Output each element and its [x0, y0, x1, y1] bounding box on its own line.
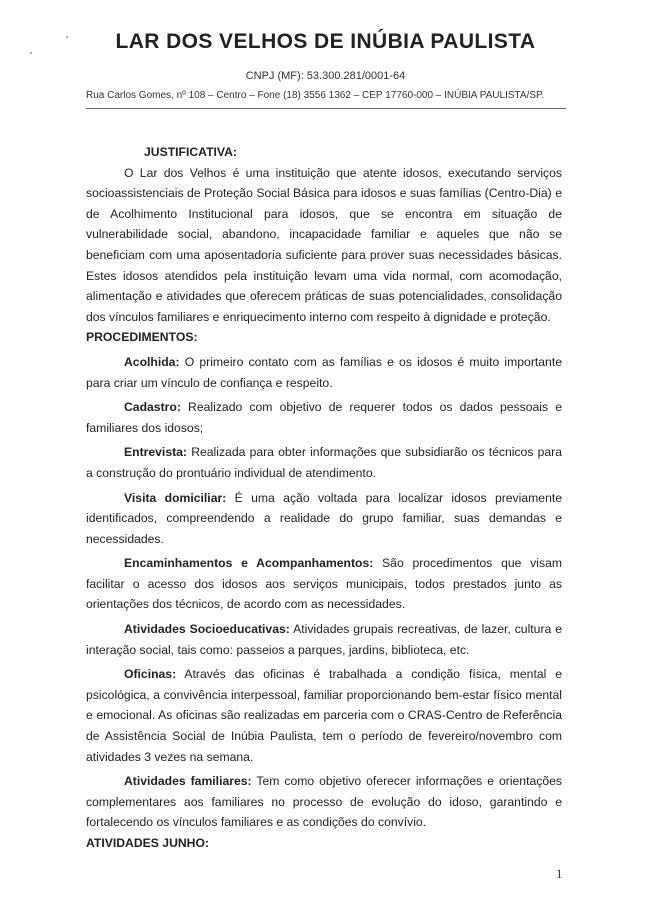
organization-title: LAR DOS VELHOS DE INÚBIA PAULISTA	[115, 30, 536, 53]
procedure-text: Realizado com objetivo de requerer todos os dados pessoais e familiares dos idosos;	[86, 400, 562, 435]
justificativa-paragraph: O Lar dos Velhos é uma instituição que atente idosos, executando serviços socioassistenciais de Proteção Social Básica para idosos e suas famílias (Centro-Dia) e de Acolhimento Institucional para idosos, que se encontra em situação de vulnerabilidade social, abandono, incapacidade familiar e aqueles que não se beneficiam com uma aposentadoria suficiente para prover suas necessidades básicas. Estes idosos atendidos pela instituição levam uma vida normal, com acomodação, alimentação e atividades que oferecem práticas de suas potencialidades, consolidação dos vínculos familiares e enriquecimento interno com respeito à dignidade e proteção.	[86, 165, 562, 324]
procedure-item-atividades-familiares	[86, 771, 562, 833]
procedure-text: Através das oficinas é trabalhada a condição física, mental e psicológica, a convivência interpessoal, familiar proporcionando bem-estar físico mental e emocional. As oficinas são realizadas em parceria com o CRAS-Centro de Referência de Assistência Social de Inúbia Paulista, tem o período de fevereiro/novembro com atividades 3 vezes na semana.	[86, 667, 562, 764]
cnpj-line: CNPJ (MF): 53.300.281/0001-64	[245, 70, 406, 82]
procedure-text: O primeiro contato com as famílias e os idosos é muito importante para criar um vínculo de confiança e respeito.	[86, 354, 562, 390]
document-body	[86, 142, 562, 833]
procedure-text: Realizada para obter informações que subsidiarão os técnicos para a construção do prontuário individual de atendimento.	[86, 445, 563, 480]
procedure-label: Entrevista:	[124, 445, 187, 460]
procedure-label: Encaminhamentos e Acompanhamentos:	[124, 556, 374, 571]
procedure-item-entrevista	[86, 442, 562, 483]
procedure-label: Cadastro:	[124, 400, 181, 415]
procedure-text: São procedimentos que visam facilitar o acesso dos idosos aos serviços municipais, todos prestados junto as orientações dos técnicos, de acordo com as necessidades.	[86, 556, 562, 612]
procedure-item-encaminhamentos	[86, 553, 562, 615]
procedure-item-visita-domiciliar	[86, 488, 562, 550]
address-line: Rua Carlos Gomes, nº 108 – Centro – Fone (18) 3556 1362 – CEP 17760-000 – INÚBIA PAULISTA/SP.	[86, 90, 545, 101]
procedure-item-oficinas	[86, 664, 562, 767]
procedure-text: Atividades grupais recreativas, de lazer, cultura e interação social, tais como: passeios a parques, jardins, biblioteca, etc.	[86, 622, 563, 657]
atividades-junho-heading: ATIVIDADES JUNHO:	[86, 836, 210, 850]
procedure-label: Atividades familiares:	[124, 774, 252, 789]
procedure-item-cadastro	[86, 397, 562, 438]
header-divider	[86, 108, 566, 109]
justificativa-heading: JUSTIFICATIVA:	[144, 145, 237, 159]
procedure-label: Oficinas:	[124, 667, 177, 682]
procedure-label: Atividades Socioeducativas:	[124, 622, 290, 637]
procedure-text: É uma ação voltada para localizar idosos previamente identificados, compreendendo a realidade do grupo familiar, suas demandas e necessidades.	[86, 490, 563, 546]
procedure-label: Visita domiciliar:	[124, 490, 227, 505]
procedure-label: Acolhida:	[124, 354, 180, 369]
procedure-item-atividades-socioeducativas	[86, 619, 562, 660]
procedure-text: Tem como objetivo oferecer informações e orientações complementares aos familiares no processo de evolução do idoso, garantindo e fortalecendo os vínculos familiares e as condições do convívio.	[86, 774, 562, 830]
page-number: 1	[556, 866, 563, 881]
procedimentos-heading: PROCEDIMENTOS:	[86, 330, 198, 345]
procedure-item-acolhida	[86, 352, 562, 393]
